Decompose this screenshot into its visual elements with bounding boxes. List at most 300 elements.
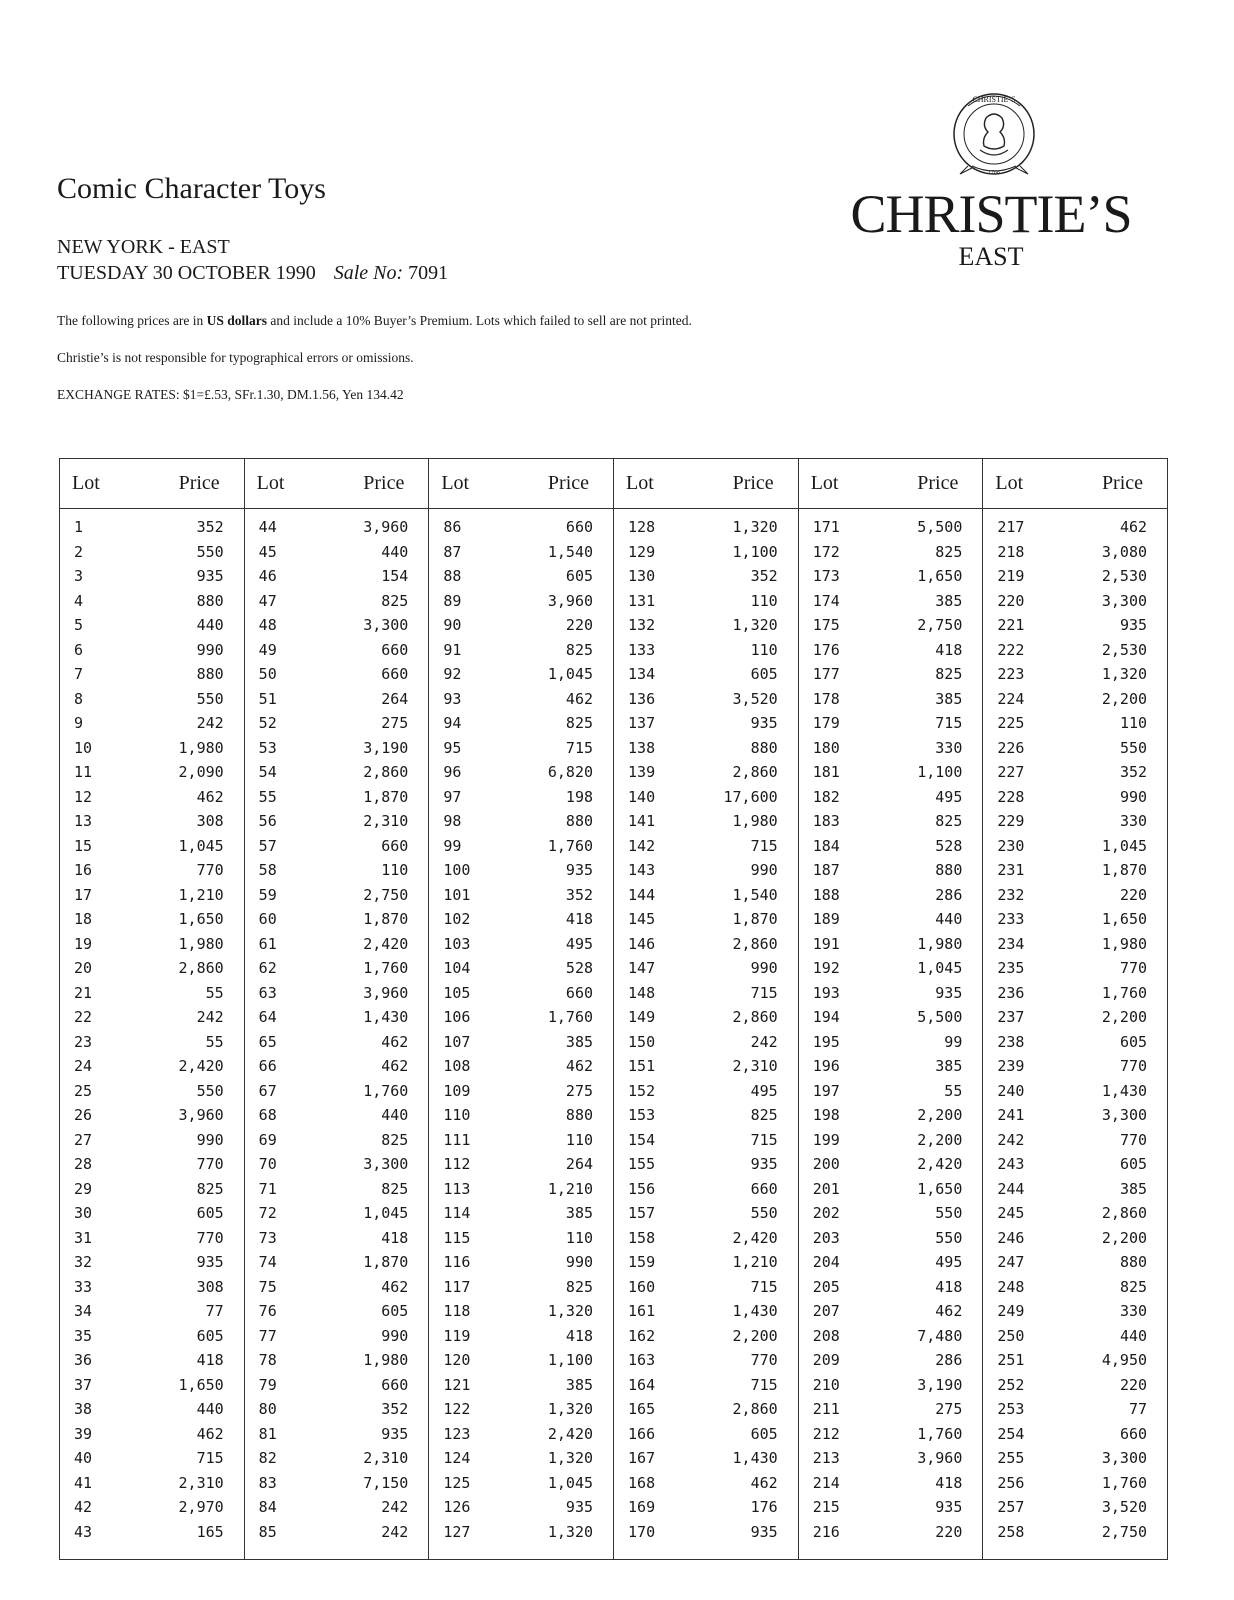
lot-number: 41 bbox=[74, 1473, 93, 1492]
table-row bbox=[614, 1005, 798, 1030]
table-row bbox=[614, 1348, 798, 1373]
lot-number: 199 bbox=[812, 1130, 840, 1149]
table-row bbox=[429, 662, 613, 687]
lot-number: 26 bbox=[74, 1106, 93, 1125]
lot-header: Lot bbox=[441, 472, 470, 494]
table-row bbox=[614, 1299, 798, 1324]
lot-price: 418 bbox=[565, 1326, 594, 1345]
lot-number: 58 bbox=[258, 861, 277, 880]
table-row bbox=[614, 1079, 798, 1104]
table-row bbox=[799, 883, 983, 908]
lot-price: 352 bbox=[565, 885, 594, 904]
lot-number: 231 bbox=[997, 861, 1025, 880]
lot-price: 495 bbox=[565, 934, 594, 953]
table-row bbox=[245, 662, 429, 687]
lot-price: 418 bbox=[565, 910, 594, 929]
table-row bbox=[429, 515, 613, 540]
lot-number: 10 bbox=[74, 738, 93, 757]
table-row bbox=[60, 956, 244, 981]
lot-number: 121 bbox=[443, 1375, 471, 1394]
lot-number: 123 bbox=[443, 1424, 471, 1443]
table-row bbox=[799, 760, 983, 785]
lot-price: 660 bbox=[381, 640, 409, 659]
table-row bbox=[983, 613, 1167, 638]
lot-number: 97 bbox=[443, 787, 462, 806]
table-row bbox=[60, 1177, 244, 1202]
table-row bbox=[60, 760, 244, 785]
lot-number: 94 bbox=[443, 714, 462, 733]
column-group bbox=[614, 459, 799, 1559]
lot-number: 77 bbox=[258, 1326, 277, 1345]
lot-price: 176 bbox=[750, 1498, 778, 1517]
lot-price: 660 bbox=[381, 1375, 409, 1394]
table-row bbox=[614, 883, 798, 908]
table-row bbox=[429, 1471, 613, 1496]
lot-number: 102 bbox=[443, 910, 471, 929]
table-row bbox=[983, 711, 1167, 736]
lot-price: 660 bbox=[565, 518, 594, 537]
lot-number: 222 bbox=[997, 640, 1025, 659]
lot-price: 825 bbox=[935, 812, 963, 831]
table-row bbox=[429, 1397, 613, 1422]
lot-number: 192 bbox=[812, 959, 840, 978]
lot-price: 1,870 bbox=[363, 787, 409, 806]
lot-number: 80 bbox=[258, 1400, 277, 1419]
table-row bbox=[60, 1422, 244, 1447]
table-row bbox=[429, 858, 613, 883]
lot-number: 169 bbox=[628, 1498, 656, 1517]
lot-number: 194 bbox=[812, 1008, 840, 1027]
lot-number: 133 bbox=[628, 640, 656, 659]
table-row bbox=[614, 858, 798, 883]
lot-price: 1,540 bbox=[732, 885, 778, 904]
table-row bbox=[429, 1520, 613, 1545]
lot-price: 660 bbox=[750, 1179, 778, 1198]
table-row bbox=[245, 638, 429, 663]
lot-price: 1,980 bbox=[732, 812, 778, 831]
lot-number: 11 bbox=[74, 763, 93, 782]
lot-price: 825 bbox=[565, 714, 594, 733]
table-row bbox=[799, 785, 983, 810]
lot-number: 219 bbox=[997, 567, 1025, 586]
lot-number: 132 bbox=[628, 616, 656, 635]
lot-number: 125 bbox=[443, 1473, 471, 1492]
lot-number: 5 bbox=[74, 616, 84, 635]
price-note-currency: US dollars bbox=[206, 313, 267, 328]
lot-price: 660 bbox=[381, 836, 409, 855]
table-row bbox=[245, 1226, 429, 1251]
lot-header: Lot bbox=[256, 472, 285, 494]
lot-number: 238 bbox=[997, 1032, 1025, 1051]
lot-number: 49 bbox=[258, 640, 277, 659]
lot-number: 176 bbox=[812, 640, 840, 659]
column-group bbox=[429, 459, 614, 1559]
lot-number: 201 bbox=[812, 1179, 840, 1198]
lot-price: 462 bbox=[935, 1302, 963, 1321]
lot-price: 440 bbox=[381, 1106, 409, 1125]
lot-price: 825 bbox=[381, 1179, 409, 1198]
lot-number: 59 bbox=[258, 885, 277, 904]
lot-number: 229 bbox=[997, 812, 1025, 831]
lot-price: 5,500 bbox=[917, 518, 963, 537]
lot-price: 55 bbox=[944, 1081, 963, 1100]
table-row bbox=[245, 564, 429, 589]
lot-price: 154 bbox=[381, 567, 409, 586]
column-group bbox=[799, 459, 984, 1559]
lot-price: 2,750 bbox=[363, 885, 409, 904]
lot-price: 935 bbox=[196, 567, 224, 586]
table-row bbox=[614, 760, 798, 785]
lot-number: 95 bbox=[443, 738, 462, 757]
lot-price: 550 bbox=[935, 1228, 963, 1247]
lot-number: 240 bbox=[997, 1081, 1025, 1100]
table-row bbox=[799, 858, 983, 883]
lot-number: 202 bbox=[812, 1204, 840, 1223]
table-row bbox=[799, 687, 983, 712]
table-row bbox=[429, 687, 613, 712]
table-row bbox=[983, 785, 1167, 810]
lot-number: 140 bbox=[628, 787, 656, 806]
lot-number: 200 bbox=[812, 1155, 840, 1174]
price-header: Price bbox=[363, 472, 405, 494]
table-row bbox=[245, 1005, 429, 1030]
table-row bbox=[429, 760, 613, 785]
table-row bbox=[983, 1324, 1167, 1349]
lot-number: 45 bbox=[258, 542, 277, 561]
lot-price: 2,750 bbox=[917, 616, 963, 635]
lot-price: 2,420 bbox=[547, 1424, 594, 1443]
table-row bbox=[614, 907, 798, 932]
table-row bbox=[614, 1152, 798, 1177]
lot-price: 2,310 bbox=[178, 1473, 224, 1492]
table-row bbox=[983, 907, 1167, 932]
table-row bbox=[429, 883, 613, 908]
lot-number: 156 bbox=[628, 1179, 656, 1198]
lot-price: 880 bbox=[1119, 1253, 1148, 1272]
lot-number: 184 bbox=[812, 836, 840, 855]
table-row bbox=[614, 613, 798, 638]
table-row bbox=[429, 956, 613, 981]
lot-price: 3,960 bbox=[363, 518, 409, 537]
lot-price: 286 bbox=[935, 1351, 963, 1370]
lot-price: 418 bbox=[935, 1277, 963, 1296]
lot-price: 462 bbox=[381, 1057, 409, 1076]
lot-price: 440 bbox=[196, 1400, 224, 1419]
table-row bbox=[245, 1373, 429, 1398]
lot-number: 205 bbox=[812, 1277, 840, 1296]
table-row bbox=[429, 638, 613, 663]
table-row bbox=[429, 1030, 613, 1055]
lot-number: 43 bbox=[74, 1522, 93, 1541]
lot-number: 152 bbox=[628, 1081, 656, 1100]
table-row bbox=[60, 736, 244, 761]
lot-number: 141 bbox=[628, 812, 656, 831]
lot-number: 129 bbox=[628, 542, 656, 561]
lot-price: 1,320 bbox=[547, 1522, 594, 1541]
lot-price: 550 bbox=[196, 542, 224, 561]
lot-number: 89 bbox=[443, 591, 462, 610]
lot-number: 175 bbox=[812, 616, 840, 635]
lot-price: 385 bbox=[565, 1375, 594, 1394]
table-row bbox=[983, 589, 1167, 614]
table-row bbox=[799, 956, 983, 981]
lot-number: 79 bbox=[258, 1375, 277, 1394]
table-row bbox=[429, 711, 613, 736]
lot-number: 87 bbox=[443, 542, 462, 561]
lot-price: 660 bbox=[381, 665, 409, 684]
table-row bbox=[429, 613, 613, 638]
lot-price: 198 bbox=[565, 787, 594, 806]
lot-number: 216 bbox=[812, 1522, 840, 1541]
lot-number: 120 bbox=[443, 1351, 471, 1370]
lot-price: 418 bbox=[196, 1351, 224, 1370]
lot-price: 1,980 bbox=[363, 1351, 409, 1370]
lot-number: 250 bbox=[997, 1326, 1025, 1345]
lot-price: 55 bbox=[205, 983, 224, 1002]
lot-price: 2,200 bbox=[732, 1326, 778, 1345]
lot-price: 825 bbox=[196, 1179, 224, 1198]
table-row bbox=[799, 834, 983, 859]
lot-price: 418 bbox=[381, 1228, 409, 1247]
lot-number: 106 bbox=[443, 1008, 471, 1027]
lot-price: 880 bbox=[565, 1106, 594, 1125]
lot-number: 227 bbox=[997, 763, 1025, 782]
lot-price: 495 bbox=[935, 1253, 963, 1272]
table-row bbox=[60, 1495, 244, 1520]
table-row bbox=[614, 540, 798, 565]
lot-number: 246 bbox=[997, 1228, 1025, 1247]
lot-number: 173 bbox=[812, 567, 840, 586]
lot-price: 770 bbox=[1119, 959, 1148, 978]
table-row bbox=[614, 932, 798, 957]
lot-number: 243 bbox=[997, 1155, 1025, 1174]
lot-price: 2,200 bbox=[1101, 1008, 1148, 1027]
lot-number: 144 bbox=[628, 885, 656, 904]
lot-price: 825 bbox=[565, 1277, 594, 1296]
price-note-start: The following prices are in bbox=[57, 313, 204, 328]
lot-price: 308 bbox=[196, 1277, 224, 1296]
lot-price: 605 bbox=[1119, 1032, 1148, 1051]
price-note bbox=[57, 313, 692, 329]
lot-number: 101 bbox=[443, 885, 471, 904]
table-row bbox=[614, 1275, 798, 1300]
lot-number: 98 bbox=[443, 812, 462, 831]
lot-price: 220 bbox=[935, 1522, 963, 1541]
lot-price: 990 bbox=[565, 1253, 594, 1272]
table-row bbox=[799, 736, 983, 761]
table-row bbox=[799, 1103, 983, 1128]
lot-price: 990 bbox=[1119, 787, 1148, 806]
lot-number: 170 bbox=[628, 1522, 656, 1541]
lot-price: 242 bbox=[750, 1032, 778, 1051]
lot-number: 52 bbox=[258, 714, 277, 733]
table-row bbox=[799, 564, 983, 589]
lot-price: 935 bbox=[565, 861, 594, 880]
lot-number: 180 bbox=[812, 738, 840, 757]
lot-number: 66 bbox=[258, 1057, 277, 1076]
table-row bbox=[245, 613, 429, 638]
table-row bbox=[799, 1201, 983, 1226]
lot-price: 418 bbox=[935, 640, 963, 659]
table-row bbox=[983, 1152, 1167, 1177]
lot-number: 242 bbox=[997, 1130, 1025, 1149]
lot-price: 990 bbox=[196, 640, 224, 659]
lot-number: 104 bbox=[443, 959, 471, 978]
lot-number: 109 bbox=[443, 1081, 471, 1100]
table-row bbox=[983, 1250, 1167, 1275]
lot-price: 825 bbox=[565, 640, 594, 659]
lot-price: 7,480 bbox=[917, 1326, 963, 1345]
lot-number: 197 bbox=[812, 1081, 840, 1100]
table-row bbox=[429, 834, 613, 859]
lot-header: Lot bbox=[72, 472, 100, 494]
table-row bbox=[614, 1128, 798, 1153]
lot-number: 248 bbox=[997, 1277, 1025, 1296]
lot-number: 7 bbox=[74, 665, 84, 684]
table-row bbox=[799, 1348, 983, 1373]
lot-price: 3,300 bbox=[363, 1155, 409, 1174]
lot-price: 1,210 bbox=[732, 1253, 778, 1272]
lot-number: 29 bbox=[74, 1179, 93, 1198]
lot-number: 143 bbox=[628, 861, 656, 880]
lot-price: 1,430 bbox=[363, 1008, 409, 1027]
lot-price: 3,300 bbox=[1101, 591, 1148, 610]
lot-price: 264 bbox=[565, 1155, 594, 1174]
lot-number: 210 bbox=[812, 1375, 840, 1394]
table-row bbox=[614, 711, 798, 736]
lot-price: 385 bbox=[935, 591, 963, 610]
table-row bbox=[799, 1397, 983, 1422]
table-row bbox=[60, 711, 244, 736]
table-row bbox=[245, 1250, 429, 1275]
lot-number: 122 bbox=[443, 1400, 471, 1419]
lot-number: 4 bbox=[74, 591, 84, 610]
lot-number: 24 bbox=[74, 1057, 93, 1076]
lot-price: 2,530 bbox=[1101, 640, 1148, 659]
lot-number: 214 bbox=[812, 1473, 840, 1492]
lot-price: 440 bbox=[196, 616, 224, 635]
lot-price: 2,310 bbox=[363, 1449, 409, 1468]
table-row bbox=[60, 1152, 244, 1177]
table-row bbox=[60, 1446, 244, 1471]
lot-number: 51 bbox=[258, 689, 277, 708]
lot-number: 182 bbox=[812, 787, 840, 806]
lot-price: 1,210 bbox=[178, 885, 224, 904]
lot-price: 935 bbox=[565, 1498, 594, 1517]
table-row bbox=[60, 613, 244, 638]
table-row bbox=[60, 1324, 244, 1349]
lot-number: 127 bbox=[443, 1522, 471, 1541]
lot-price: 3,300 bbox=[363, 616, 409, 635]
table-row bbox=[983, 1030, 1167, 1055]
table-row bbox=[245, 760, 429, 785]
table-row bbox=[245, 809, 429, 834]
lot-price: 2,200 bbox=[1101, 689, 1148, 708]
lot-number: 85 bbox=[258, 1522, 277, 1541]
price-note-end: and include a 10% Buyer’s Premium. Lots which failed to sell are not printed. bbox=[270, 313, 692, 328]
table-row bbox=[614, 1054, 798, 1079]
lot-price: 1,980 bbox=[917, 934, 963, 953]
lot-number: 33 bbox=[74, 1277, 93, 1296]
table-row bbox=[983, 1103, 1167, 1128]
table-row bbox=[983, 1520, 1167, 1545]
lot-number: 21 bbox=[74, 983, 93, 1002]
table-row bbox=[983, 662, 1167, 687]
lot-number: 30 bbox=[74, 1204, 93, 1223]
lot-price: 385 bbox=[565, 1204, 594, 1223]
table-row bbox=[60, 834, 244, 859]
lot-number: 253 bbox=[997, 1400, 1025, 1419]
lot-price: 2,860 bbox=[1101, 1204, 1148, 1223]
table-row bbox=[983, 638, 1167, 663]
lot-price: 1,650 bbox=[178, 1375, 224, 1394]
lot-number: 220 bbox=[997, 591, 1025, 610]
lot-price: 1,045 bbox=[547, 665, 594, 684]
logo-subtitle: EAST bbox=[958, 242, 1024, 271]
table-row bbox=[799, 1446, 983, 1471]
lot-price: 2,420 bbox=[917, 1155, 963, 1174]
table-row bbox=[245, 687, 429, 712]
lot-price: 2,310 bbox=[732, 1057, 778, 1076]
lot-price: 880 bbox=[196, 591, 224, 610]
lot-number: 38 bbox=[74, 1400, 93, 1419]
lot-price: 242 bbox=[381, 1522, 409, 1541]
lot-number: 138 bbox=[628, 738, 656, 757]
lot-number: 46 bbox=[258, 567, 277, 586]
lot-price: 495 bbox=[750, 1081, 778, 1100]
lot-price: 715 bbox=[750, 1375, 778, 1394]
table-row bbox=[245, 1471, 429, 1496]
lot-price: 1,100 bbox=[732, 542, 778, 561]
table-row bbox=[983, 883, 1167, 908]
lot-number: 37 bbox=[74, 1375, 93, 1394]
lot-number: 35 bbox=[74, 1326, 93, 1345]
table-row bbox=[614, 1495, 798, 1520]
lot-number: 62 bbox=[258, 959, 277, 978]
seal-year: 1766 bbox=[988, 170, 1000, 176]
lot-number: 217 bbox=[997, 518, 1025, 537]
column-header bbox=[60, 459, 244, 509]
price-header: Price bbox=[547, 472, 590, 494]
lot-number: 225 bbox=[997, 714, 1025, 733]
lot-price: 1,320 bbox=[732, 616, 778, 635]
lot-price: 462 bbox=[565, 1057, 594, 1076]
table-row bbox=[614, 662, 798, 687]
lot-number: 25 bbox=[74, 1081, 93, 1100]
lot-price: 1,320 bbox=[547, 1302, 594, 1321]
lot-number: 249 bbox=[997, 1302, 1025, 1321]
lot-price: 2,860 bbox=[732, 934, 778, 953]
lot-price: 605 bbox=[196, 1326, 224, 1345]
lot-number: 61 bbox=[258, 934, 277, 953]
lot-price: 715 bbox=[565, 738, 594, 757]
lot-number: 69 bbox=[258, 1130, 277, 1149]
lot-number: 136 bbox=[628, 689, 656, 708]
lot-price: 440 bbox=[1119, 1326, 1148, 1345]
table-row bbox=[245, 785, 429, 810]
lot-price: 770 bbox=[196, 1155, 224, 1174]
lot-price: 770 bbox=[1119, 1130, 1148, 1149]
table-row bbox=[60, 1128, 244, 1153]
table-row bbox=[799, 1422, 983, 1447]
lot-number: 165 bbox=[628, 1400, 656, 1419]
lot-price: 110 bbox=[565, 1130, 594, 1149]
table-row bbox=[799, 662, 983, 687]
table-row bbox=[60, 785, 244, 810]
lot-number: 93 bbox=[443, 689, 462, 708]
table-row bbox=[983, 760, 1167, 785]
lot-number: 28 bbox=[74, 1155, 93, 1174]
